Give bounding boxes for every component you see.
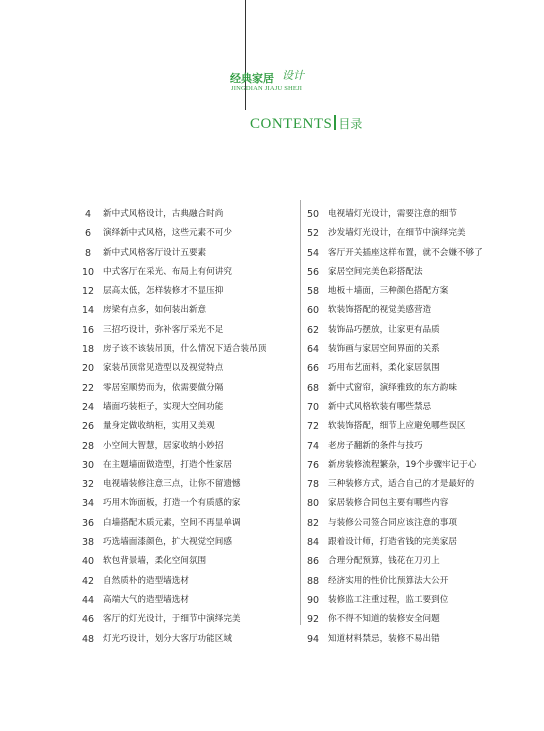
toc-title: 新中式风格客厅设计五要素 bbox=[103, 247, 207, 258]
toc-title: 房梁有点多，如何装出新意 bbox=[103, 305, 207, 316]
toc-title: 灯光巧设计，划分大客厅功能区域 bbox=[103, 633, 232, 644]
toc-title: 在主题墙面做造型，打造个性家居 bbox=[103, 459, 232, 470]
toc-entry[interactable] bbox=[78, 417, 318, 436]
toc-entry[interactable] bbox=[303, 552, 543, 571]
toc-page-number: 26 bbox=[81, 421, 95, 433]
toc-entry[interactable] bbox=[303, 359, 543, 378]
toc-title: 演绎新中式风格，这些元素不可少 bbox=[103, 228, 232, 239]
toc-title: 家居空间完美色彩搭配法 bbox=[328, 266, 423, 277]
toc-entry[interactable] bbox=[78, 591, 318, 610]
toc-page-number: 18 bbox=[81, 344, 95, 356]
toc-title: 家居装修合同包主要有哪些内容 bbox=[328, 498, 449, 509]
toc-page-number: 30 bbox=[81, 459, 95, 471]
toc-title: 量身定做收纳柜，实用又美观 bbox=[103, 421, 215, 432]
toc-page-number: 14 bbox=[81, 305, 95, 317]
toc-page-number: 20 bbox=[81, 363, 95, 375]
toc-entry[interactable] bbox=[78, 244, 318, 263]
toc-title: 三招巧设计，弥补客厅采光不足 bbox=[103, 324, 224, 335]
toc-title: 巧用布艺面料，柔化家居氛围 bbox=[328, 363, 440, 374]
toc-page-number: 56 bbox=[306, 266, 320, 278]
toc-entry[interactable] bbox=[78, 610, 318, 629]
toc-column-right bbox=[303, 205, 543, 649]
toc-title: 地板＋墙面，三种颜色搭配方案 bbox=[328, 286, 449, 297]
toc-entry[interactable] bbox=[78, 282, 318, 301]
toc-entry[interactable] bbox=[78, 552, 318, 571]
toc-page-number: 88 bbox=[306, 575, 320, 587]
toc-entry[interactable] bbox=[78, 340, 318, 359]
toc-page-number: 12 bbox=[81, 286, 95, 298]
toc-entry[interactable] bbox=[78, 359, 318, 378]
contents-heading-en: CONTENTS bbox=[250, 116, 333, 132]
contents-divider bbox=[334, 115, 336, 130]
toc-title: 装饰画与家居空间界面的关系 bbox=[328, 344, 440, 355]
toc-title: 巧选墙面漆颜色，扩大视觉空间感 bbox=[103, 537, 232, 548]
toc-title: 零居室顺势而为，依需要做分隔 bbox=[103, 382, 224, 393]
toc-title: 知道材料禁忌，装修不易出错 bbox=[328, 633, 440, 644]
toc-page-number: 46 bbox=[81, 614, 95, 626]
toc-entry[interactable] bbox=[78, 533, 318, 552]
toc-page-number: 4 bbox=[84, 209, 92, 220]
toc-title: 你不得不知道的装修安全问题 bbox=[328, 614, 440, 625]
toc-title: 合理分配预算，钱花在刀刃上 bbox=[328, 556, 440, 567]
toc-title: 新房装修流程繁杂，19个步骤牢记于心 bbox=[328, 459, 477, 470]
toc-page-number: 78 bbox=[306, 479, 320, 491]
toc-entry[interactable] bbox=[303, 572, 543, 591]
toc-title: 电视墙灯光设计，需要注意的细节 bbox=[328, 209, 457, 219]
toc-page-number: 34 bbox=[81, 498, 95, 510]
toc-entry[interactable] bbox=[78, 321, 318, 340]
contents-heading-cn: 目录 bbox=[338, 117, 363, 131]
toc-title: 软装饰搭配的视觉美感营造 bbox=[328, 305, 432, 316]
toc-page-number: 64 bbox=[306, 344, 320, 356]
toc-page-number: 62 bbox=[306, 324, 320, 336]
toc-title: 跟着设计师，打造省钱的完美家居 bbox=[328, 537, 457, 548]
toc-entry[interactable] bbox=[78, 475, 318, 494]
toc-page-number: 80 bbox=[306, 498, 320, 510]
toc-entry[interactable] bbox=[78, 456, 318, 475]
toc-title: 层高太低，怎样装修才不显压抑 bbox=[103, 286, 224, 297]
toc-entry[interactable] bbox=[303, 398, 543, 417]
toc-page-number: 24 bbox=[81, 401, 95, 413]
toc-entry[interactable] bbox=[303, 437, 543, 456]
toc-entry[interactable] bbox=[303, 591, 543, 610]
toc-title: 新中式风格软装有哪些禁忌 bbox=[328, 401, 432, 412]
brand-pinyin: JINGDIAN JIAJU SHEJI bbox=[231, 85, 303, 92]
toc-entry[interactable] bbox=[78, 437, 318, 456]
toc-page-number: 10 bbox=[81, 266, 95, 278]
toc-page-number: 8 bbox=[84, 247, 92, 259]
toc-entry[interactable] bbox=[303, 224, 543, 243]
toc-title: 电视墙装修注意三点，让你不留遗憾 bbox=[103, 479, 241, 490]
toc-page-number: 94 bbox=[306, 633, 320, 645]
toc-title: 客厅的灯光设计，于细节中演绎完美 bbox=[103, 614, 241, 625]
toc-page-number: 74 bbox=[306, 440, 320, 452]
toc-entry[interactable] bbox=[303, 379, 543, 398]
toc-title: 沙发墙灯光设计，在细节中演绎完美 bbox=[328, 228, 466, 239]
toc-page-number: 54 bbox=[306, 247, 320, 259]
toc-page-number: 82 bbox=[306, 517, 320, 529]
toc-page-number: 66 bbox=[306, 363, 320, 375]
toc-column-left bbox=[78, 205, 318, 649]
toc-page-number: 42 bbox=[81, 575, 95, 587]
toc-entry[interactable] bbox=[78, 301, 318, 320]
toc-page-number: 48 bbox=[81, 633, 95, 645]
toc-page-number: 50 bbox=[306, 209, 320, 220]
toc-title: 白墙搭配木质元素，空间不再显单调 bbox=[103, 517, 241, 528]
toc-entry[interactable] bbox=[78, 494, 318, 513]
toc-title: 新中式风格设计，古典融合时尚 bbox=[103, 209, 224, 219]
toc-page-number: 68 bbox=[306, 382, 320, 394]
toc-entry[interactable] bbox=[303, 417, 543, 436]
toc-page-number: 32 bbox=[81, 479, 95, 491]
toc-entry[interactable] bbox=[78, 205, 318, 224]
toc-entry[interactable] bbox=[303, 514, 543, 533]
toc-entry[interactable] bbox=[303, 263, 543, 282]
toc-entry[interactable] bbox=[303, 205, 543, 224]
toc-entry[interactable] bbox=[303, 610, 543, 629]
toc-entry[interactable] bbox=[303, 340, 543, 359]
toc-page-number: 36 bbox=[81, 517, 95, 529]
toc-page-number: 44 bbox=[81, 594, 95, 606]
toc-title: 中式客厅在采光、布局上有何讲究 bbox=[103, 266, 232, 277]
toc-title: 老房子翻新的条件与技巧 bbox=[328, 440, 423, 451]
toc-entry[interactable] bbox=[303, 475, 543, 494]
toc-entry[interactable] bbox=[303, 321, 543, 340]
toc-entry[interactable] bbox=[78, 572, 318, 591]
toc-entry[interactable] bbox=[78, 263, 318, 282]
toc-page-number: 84 bbox=[306, 537, 320, 549]
toc-entry[interactable] bbox=[303, 301, 543, 320]
toc-entry[interactable] bbox=[303, 282, 543, 301]
toc-title: 经济实用的性价比预算法大公开 bbox=[328, 575, 449, 586]
brand-title: 经典家居 bbox=[230, 72, 274, 85]
toc-page-number: 52 bbox=[306, 228, 320, 240]
toc-title: 与装修公司签合同应该注意的事项 bbox=[328, 517, 457, 528]
toc-page-number: 28 bbox=[81, 440, 95, 452]
toc-title: 巧用木饰面板，打造一个有质感的家 bbox=[103, 498, 241, 509]
toc-entry[interactable] bbox=[303, 456, 543, 475]
toc-title: 家装吊顶常见造型以及视觉特点 bbox=[103, 363, 224, 374]
toc-page-number: 70 bbox=[306, 401, 320, 413]
toc-title: 三种装修方式，适合自己的才是最好的 bbox=[328, 479, 475, 490]
toc-title: 软包背景墙，柔化空间氛围 bbox=[103, 556, 207, 567]
toc-page-number: 72 bbox=[306, 421, 320, 433]
toc-title: 自然质朴的造型墙选材 bbox=[103, 575, 189, 586]
toc-title: 高端大气的造型墙选材 bbox=[103, 594, 189, 605]
toc-entry[interactable] bbox=[78, 514, 318, 533]
toc-entry[interactable] bbox=[303, 533, 543, 552]
toc-page-number: 40 bbox=[81, 556, 95, 568]
toc-page-number: 90 bbox=[306, 594, 320, 606]
toc-page-number: 38 bbox=[81, 537, 95, 549]
brand-script: 设计 bbox=[282, 69, 304, 82]
toc-entry[interactable] bbox=[303, 494, 543, 513]
toc-title: 软装饰搭配，细节上应避免哪些误区 bbox=[328, 421, 466, 432]
toc-entry[interactable] bbox=[303, 244, 543, 263]
toc-title: 房子该不该装吊顶，什么情况下适合装吊顶 bbox=[103, 344, 267, 355]
toc-entry[interactable] bbox=[78, 379, 318, 398]
toc-entry[interactable] bbox=[78, 224, 318, 243]
toc-entry[interactable] bbox=[303, 630, 543, 649]
toc-title: 装修监工注重过程，监工要到位 bbox=[328, 594, 449, 605]
toc-title: 新中式窗帘，演绎雅致的东方韵味 bbox=[328, 382, 457, 393]
toc-page-number: 60 bbox=[306, 305, 320, 317]
toc-entry[interactable] bbox=[78, 630, 318, 649]
toc-page-number: 22 bbox=[81, 382, 95, 394]
toc-page-number: 58 bbox=[306, 286, 320, 298]
toc-title: 墙面巧装柜子，实现大空间功能 bbox=[103, 401, 224, 412]
toc-page-number: 76 bbox=[306, 459, 320, 471]
toc-title: 装饰品巧摆放，让家更有品质 bbox=[328, 324, 440, 335]
toc-page-number: 16 bbox=[81, 324, 95, 336]
toc-page-number: 6 bbox=[84, 228, 92, 240]
contents-heading bbox=[250, 113, 362, 133]
toc-page-number: 92 bbox=[306, 614, 320, 626]
toc-entry[interactable] bbox=[78, 398, 318, 417]
header-vertical-line bbox=[245, 0, 246, 110]
toc-title: 小空间大智慧，居家收纳小妙招 bbox=[103, 440, 224, 451]
toc-page-number: 86 bbox=[306, 556, 320, 568]
toc-title: 客厅开关插座这样布置，就不会嫌不够了 bbox=[328, 247, 483, 258]
